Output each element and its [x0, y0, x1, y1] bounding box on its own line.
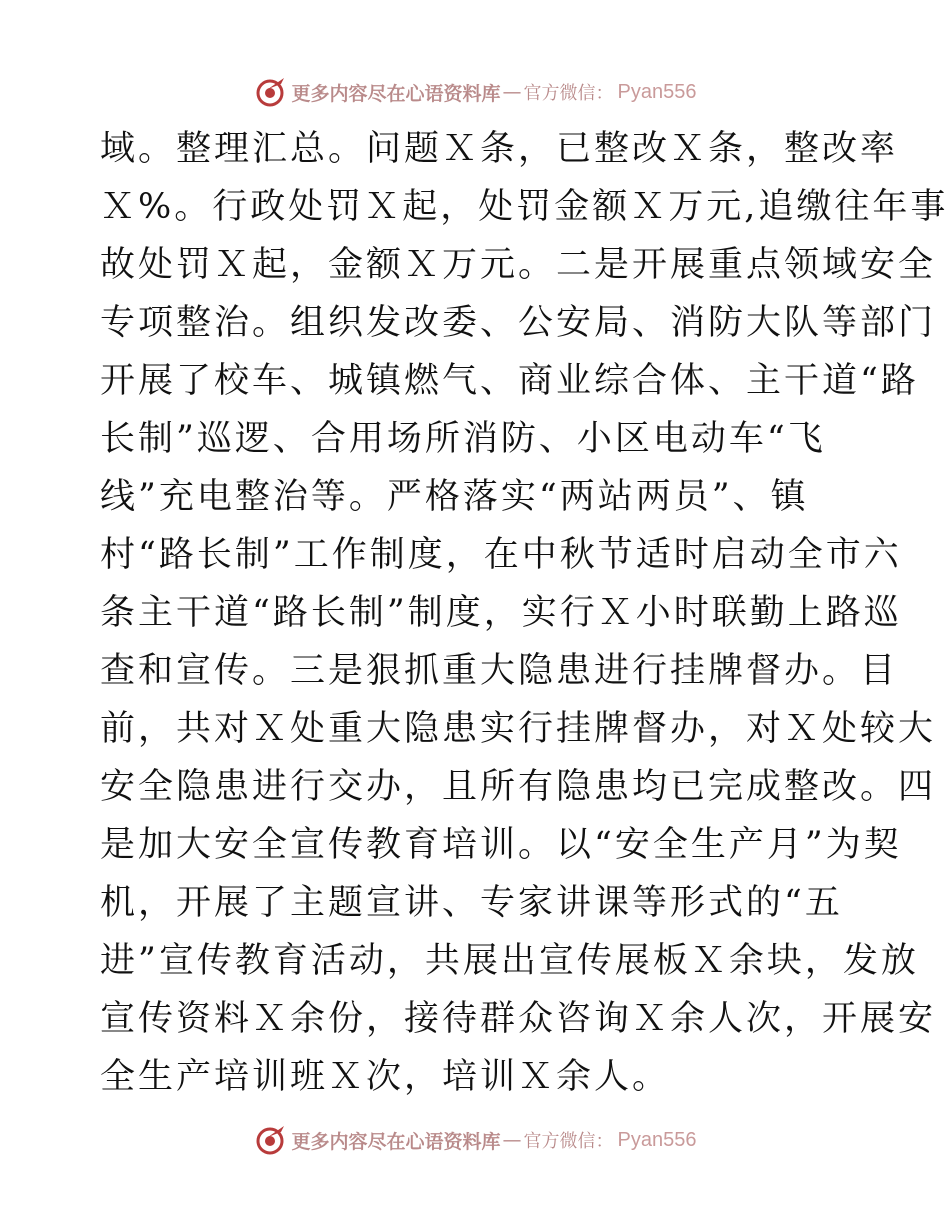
logo-icon	[254, 1123, 288, 1157]
body-line: 宣传资料Ｘ余份，接待群众咨询Ｘ余人次，开展安	[100, 999, 937, 1039]
body-line: 线”充电整治等。严格落实“两站两员”、镇	[100, 477, 809, 517]
body-line: Ｘ%。行政处罚Ｘ起，处罚金额Ｘ万元,追缴往年事	[100, 187, 949, 227]
footer-wechat-label: 官方微信：	[523, 1131, 614, 1152]
body-line: 条主干道“路长制”制度，实行Ｘ小时联勤上路巡	[100, 593, 902, 633]
body-line: 开展了校车、城镇燃气、商业综合体、主干道“路	[100, 361, 919, 401]
footer-wechat-id: Pyan556	[617, 1128, 697, 1151]
header-watermark	[0, 72, 950, 112]
document-body	[100, 120, 949, 1106]
body-line: 机，开展了主题宣讲、专家讲课等形式的“五	[100, 883, 843, 923]
logo-icon	[254, 75, 288, 109]
footer-dash: —	[502, 1129, 522, 1151]
body-line: 安全隐患进行交办，且所有隐患均已完成整改。四	[100, 767, 937, 807]
body-line: 查和宣传。三是狠抓重大隐患进行挂牌督办。目	[100, 651, 899, 691]
header-dash: —	[502, 81, 522, 103]
body-line: 是加大安全宣传教育培训。以“安全生产月”为契	[100, 825, 902, 865]
header-wechat-id: Pyan556	[617, 80, 697, 103]
body-line: 全生产培训班Ｘ次，培训Ｘ余人。	[100, 1057, 671, 1097]
body-line: 故处罚Ｘ起，金额Ｘ万元。二是开展重点领域安全	[100, 245, 937, 285]
body-line: 进”宣传教育活动，共展出宣传展板Ｘ余块，发放	[100, 941, 919, 981]
body-line: 专项整治。组织发改委、公安局、消防大队等部门	[100, 303, 937, 343]
body-line: 村“路长制”工作制度，在中秋节适时启动全市六	[100, 535, 902, 575]
footer-brand: 更多内容尽在心语资料库	[291, 1130, 501, 1153]
body-line: 前，共对Ｘ处重大隐患实行挂牌督办，对Ｘ处较大	[100, 709, 937, 749]
footer-watermark	[0, 1120, 950, 1160]
body-line: 长制”巡逻、合用场所消防、小区电动车“飞	[100, 419, 826, 459]
header-wechat-label: 官方微信：	[523, 83, 614, 104]
body-line: 域。整理汇总。问题Ｘ条，已整改Ｘ条，整改率	[100, 129, 899, 169]
header-brand: 更多内容尽在心语资料库	[291, 82, 501, 105]
